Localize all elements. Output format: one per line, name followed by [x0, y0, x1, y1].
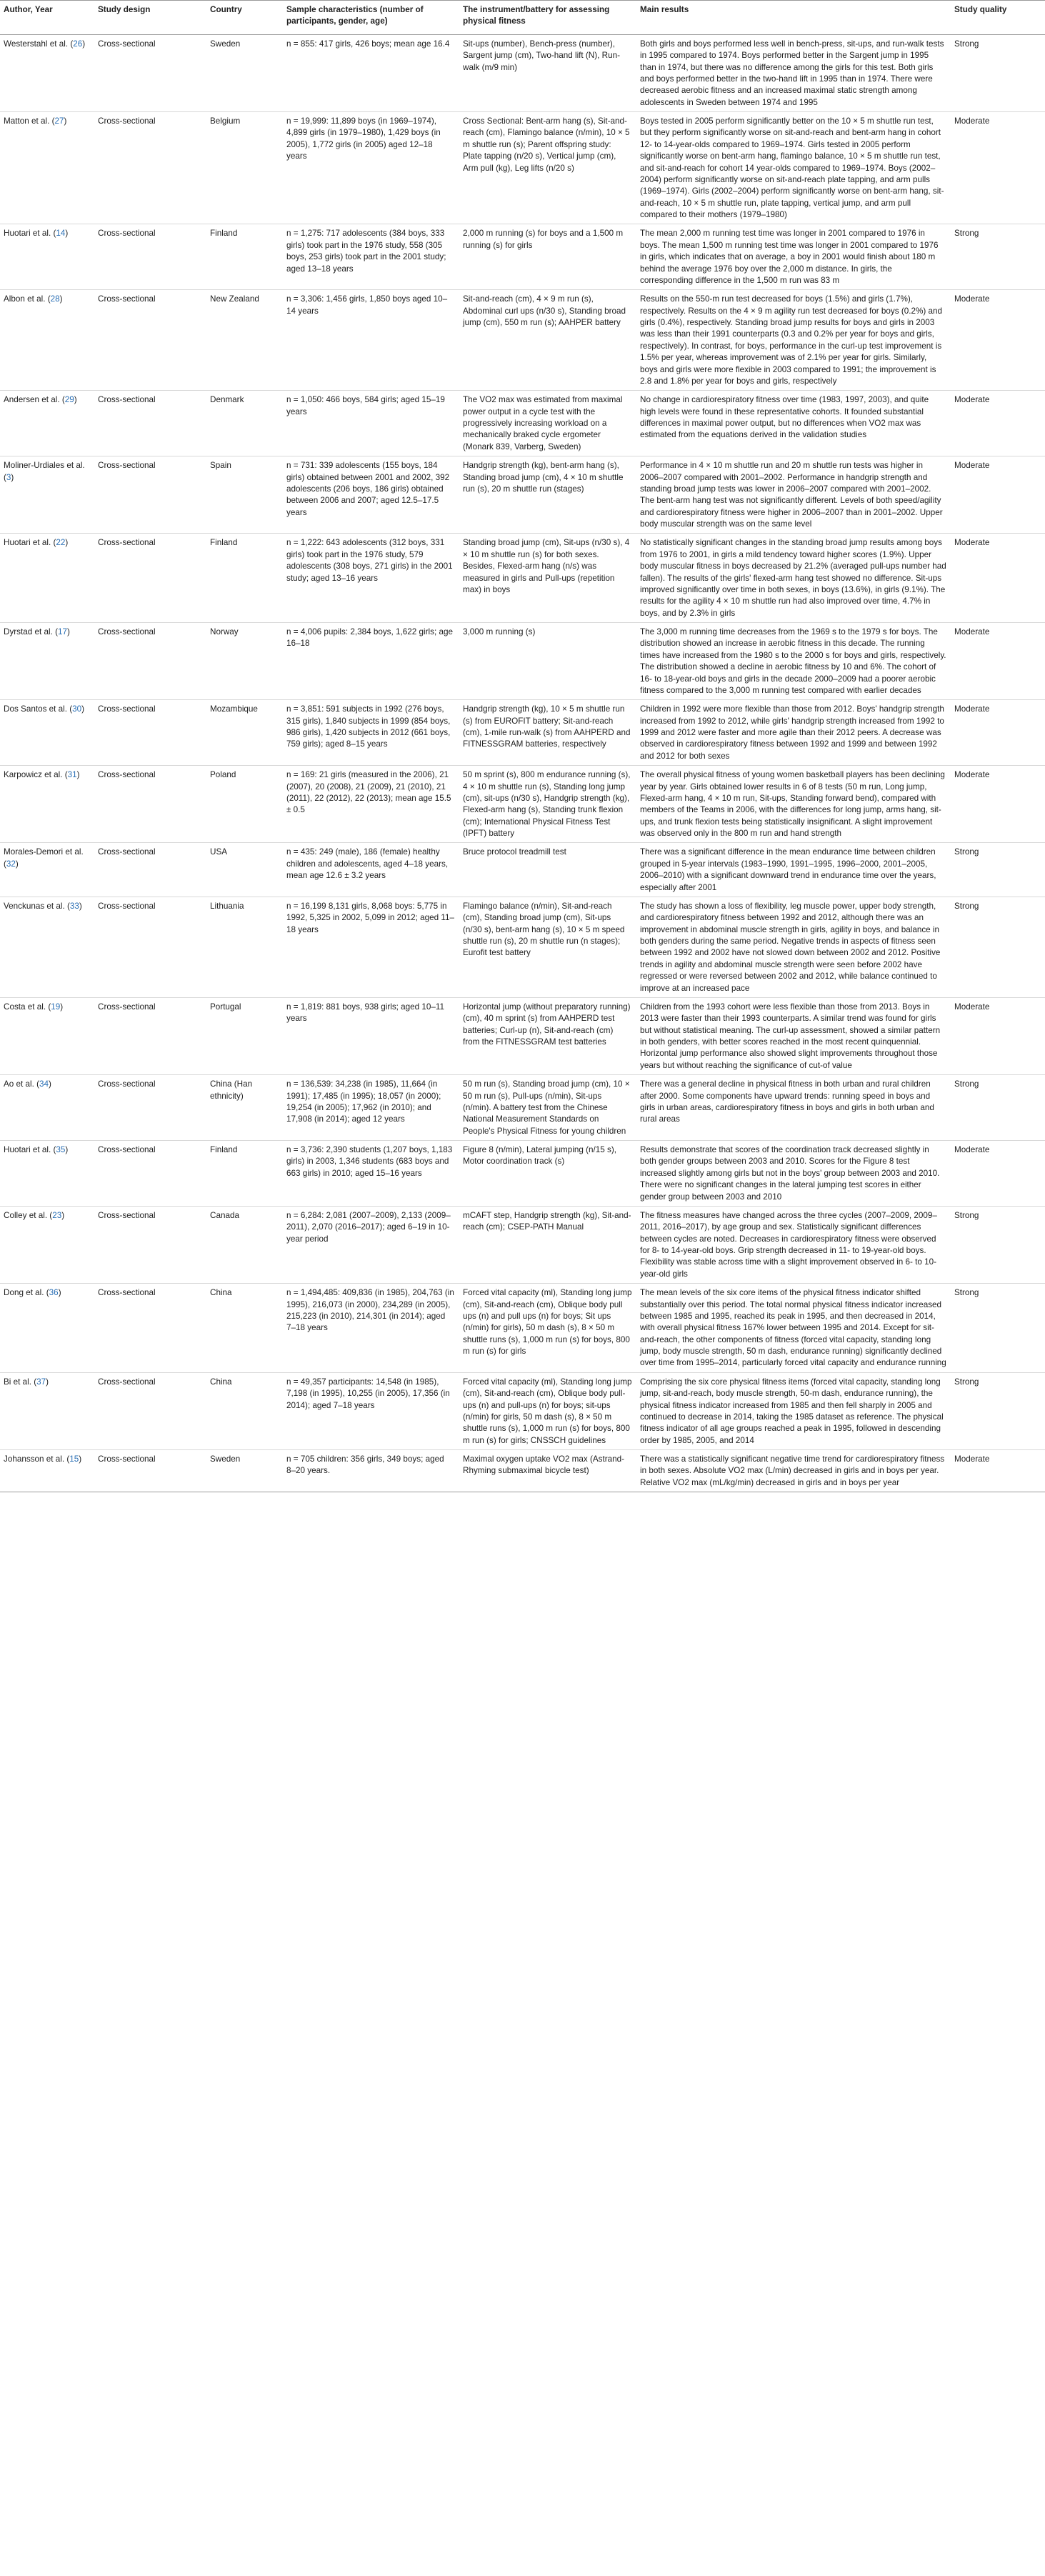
table-header [0, 1, 1045, 35]
country-cell: Mozambique [210, 704, 258, 714]
results-cell: Children in 1992 were more flexible than those from 2012. Boys' handgrip strength increased from 1992 to 2012, while girls' handgrip strength increased from 1992 to 1999 and 2012 were faster and more agile than their 2012 peers. A decrease was observed in cardiorespiratory fitness between 1992 and 1999 and between 1992 and 2012 for both sexes [640, 704, 944, 761]
country-cell: Poland [210, 770, 236, 780]
results-cell: The overall physical fitness of young women basketball players has been declining year by year. Girls obtained lower results in 6 of 8 tests (50 m run, Long jump, Flexed-arm hang, 4 × 10 m run, Sit-ups, Standing forward bend), compared with members of the Teams in 2006, with the differences for long jump, arms hang, sit-ups, and trunk flexion tests being statistically insignificant. A slight improvement was observed only in the 800 m run and hand strength [640, 770, 945, 838]
author-text: Dos Santos et al. ( [4, 704, 73, 714]
header-results: Main results [636, 1, 951, 35]
table-row [0, 897, 1045, 997]
reference-link[interactable]: 31 [67, 770, 77, 780]
table-row [0, 290, 1045, 391]
design-cell: Cross-sectional [98, 229, 156, 239]
sample-cell: n = 16,199 8,131 girls, 8,068 boys: 5,775 in 1992, 5,325 in 2002, 5,099 in 2012; aged 11–18 years [286, 901, 455, 934]
table-row [0, 997, 1045, 1074]
table-row [0, 1372, 1045, 1449]
instrument-cell: Maximal oxygen uptake VO2 max (Astrand-Rhyming submaximal bicycle test) [463, 1454, 625, 1476]
author-cell: Dos Santos et al. (30) [4, 704, 85, 714]
table-row [0, 1075, 1045, 1141]
reference-link[interactable]: 22 [56, 538, 66, 548]
table-row [0, 700, 1045, 766]
country-cell: New Zealand [210, 294, 259, 304]
results-cell: The fitness measures have changed across the three cycles (2007–2009, 2009–2011, 2016–2017), by age group and sex. Statistically significant differences between cycles are noted. Decreases in cardiorespiratory fitness were observed for 8- to 14-year-old boys. Grip strength decreased in 11- to 19-year-old boys. Flexibility was stable across time with a slight improvement observed in 6- to 10-year-old girls [640, 1210, 937, 1279]
reference-link[interactable]: 15 [69, 1454, 79, 1464]
instrument-cell: 50 m run (s), Standing broad jump (cm), 10 × 50 m run (s), Pull-ups (n/min), Sit-ups (n/min). A battery test from the Chinese National Measurement Standards on People's Physical Fitness for young children [463, 1079, 630, 1136]
quality-cell: Strong [954, 39, 979, 49]
author-cell: Huotari et al. (14) [4, 229, 69, 239]
reference-link[interactable]: 27 [54, 116, 64, 126]
table-row [0, 1206, 1045, 1283]
results-cell: The 3,000 m running time decreases from the 1969 s to the 1979 s for boys. The distribution showed an increase in aerobic fitness in this decade. The running times have increased from the 1980 s to the 2000 s for boys and girls, respectively. The distribution showed a decline in aerobic fitness by 10 and 6%. The cohort of 16- to 18-year-old boys and girls in the decade 2000–2009 had a poorer aerobic fitness compared to the 3,000 m running test compared with earlier decades [640, 627, 946, 695]
results-cell: Children from the 1993 cohort were less flexible than those from 2013. Boys in 2013 were faster than their 1993 counterparts. A similar trend was found for girls but without statistical meaning. The curl-up assessment, showed a similar pattern in both genders, with better scores reached in the most recent quinquennial. Horizontal jump performance also showed slight improvements throughout those years but without reaching the significance of cut-of value [640, 1002, 941, 1070]
table-row [0, 623, 1045, 700]
reference-link[interactable]: 28 [50, 294, 60, 304]
table-row [0, 456, 1045, 534]
country-cell: China (Han ethnicity) [210, 1079, 253, 1101]
quality-cell: Moderate [954, 294, 990, 304]
instrument-cell: Bruce protocol treadmill test [463, 847, 566, 857]
table-row [0, 534, 1045, 623]
author-text: Albon et al. ( [4, 294, 51, 304]
instrument-cell: 3,000 m running (s) [463, 627, 536, 636]
quality-cell: Strong [954, 847, 979, 857]
author-text: Ao et al. ( [4, 1079, 40, 1089]
quality-cell: Strong [954, 1210, 979, 1220]
instrument-cell: Forced vital capacity (ml), Standing long jump (cm), Sit-and-reach (cm), Oblique body pull ups (n) and pull ups (n) for boys; Sit ups (n/min) for girls), 50 m dash (s), 8 × 50 m shuttle runs (s), 1,000 m run (s) for boys, 800 m run (s) for girls [463, 1288, 632, 1356]
results-cell: Both girls and boys performed less well in bench-press, sit-ups, and run-walk tests in 1995 compared to 1974. Boys performed better in the Sargent jump in 1995 than in 1974, but there was no difference among the girls for this test. Both girls and boys performed better in the two-hand lift in 1995 than in 1974. There were decreased aerobic fitness and an increased maximal static strength among adolescents in Sweden between 1974 and 1995 [640, 39, 944, 107]
instrument-cell: Figure 8 (n/min), Lateral jumping (n/15 s), Motor coordination track (s) [463, 1145, 617, 1167]
sample-cell: n = 1,050: 466 boys, 584 girls; aged 15–19 years [286, 395, 445, 416]
quality-cell: Moderate [954, 1145, 990, 1154]
country-cell: China [210, 1377, 232, 1387]
country-cell: USA [210, 847, 228, 857]
instrument-cell: Cross Sectional: Bent-arm hang (s), Sit-and-reach (cm), Flamingo balance (n/min), 10 × 5 m shuttle run (s); Parent offspring study: Plate tapping (n/20 s), Vertical jump (cm), Arm pull (kg), Leg lifts (n/20 s) [463, 116, 630, 173]
design-cell: Cross-sectional [98, 294, 156, 304]
country-cell: Belgium [210, 116, 241, 126]
country-cell: China [210, 1288, 232, 1298]
design-cell: Cross-sectional [98, 538, 156, 548]
author-text: Dyrstad et al. ( [4, 627, 58, 636]
author-cell: Huotari et al. (22) [4, 538, 69, 548]
instrument-cell: Flamingo balance (n/min), Sit-and-reach (cm), Standing broad jump (cm), Sit-ups (n/30 s), bent-arm hang (s), 10 × 5 m speed shuttle run (s), 20 m shuttle run (n stages); Eurofit test battery [463, 901, 625, 958]
results-cell: Results demonstrate that scores of the coordination track decreased slightly in both gender groups between 2003 and 2010. Scores for the Figure 8 test increased slightly among girls but not in the boys' group between 2003 and 2010. There were no significant changes in the lateral jumping test scores in either gender group between 2003 and 2010 [640, 1145, 940, 1202]
author-cell: Albon et al. (28) [4, 294, 63, 304]
country-cell: Denmark [210, 395, 244, 405]
table-row [0, 224, 1045, 290]
results-cell: There was a general decline in physical fitness in both urban and rural children after 2000. Some components have upward trends: running speed in boys and girls in urban areas, cardiorespiratory fitness in boys and girls in both urban and rural areas [640, 1079, 934, 1124]
author-text: Johansson et al. ( [4, 1454, 70, 1464]
design-cell: Cross-sectional [98, 116, 156, 126]
design-cell: Cross-sectional [98, 1288, 156, 1298]
sample-cell: n = 169: 21 girls (measured in the 2006), 21 (2007), 20 (2008), 21 (2009), 21 (2010), 21 (2011), 22 (2012), 22 (2013); mean age 15.5 ± 0.5 [286, 770, 451, 815]
table-body [0, 34, 1045, 1492]
design-cell: Cross-sectional [98, 1145, 156, 1154]
table-row [0, 112, 1045, 224]
reference-link[interactable]: 30 [72, 704, 82, 714]
design-cell: Cross-sectional [98, 39, 156, 49]
author-cell: Morales-Demori et al. (32) [4, 847, 84, 869]
country-cell: Norway [210, 627, 239, 636]
author-text: Matton et al. ( [4, 116, 55, 126]
quality-cell: Strong [954, 1377, 979, 1387]
sample-cell: n = 705 children: 356 girls, 349 boys; aged 8–20 years. [286, 1454, 444, 1476]
quality-cell: Moderate [954, 538, 990, 548]
results-cell: No change in cardiorespiratory fitness over time (1983, 1997, 2003), and quite high levels were found in these representative cohorts. It founded substantial differences in maximal power output, but no differences when VO2 max was estimated from the equations derived in the validation studies [640, 395, 929, 440]
results-cell: The study has shown a loss of flexibility, leg muscle power, upper body strength, and cardiorespiratory fitness between 1992 and 2012, although there was an improvement in abdominal muscle strength in girls, agility in boys, and balance in both genders during the same period. Negative trends in aspects of fitness seen between 1992 and 2002 have not slowed down between 2002 and 2012. Positive trends in agility and abdominal muscle strength were seen before 2002 have regressed or were reversed between 2002 and 2012, while balance continued to improve at an increased pace [640, 901, 941, 993]
reference-link[interactable]: 26 [73, 39, 83, 49]
design-cell: Cross-sectional [98, 395, 156, 405]
quality-cell: Moderate [954, 770, 990, 780]
instrument-cell: Handgrip strength (kg), 10 × 5 m shuttle run (s) from EUROFIT battery; Sit-and-reach (cm), 1-mile run-walk (s) from AAHPERD and FITNESSGRAM batteries, respectively [463, 704, 631, 749]
author-text: Andersen et al. ( [4, 395, 65, 405]
sample-cell: n = 1,275: 717 adolescents (384 boys, 333 girls) took part in the 1976 study, 558 (305 boys, 253 girls) took part in the 2001 study; aged 13–18 years [286, 229, 446, 274]
author-text: Morales-Demori et al. ( [4, 847, 84, 869]
quality-cell: Strong [954, 1079, 979, 1089]
reference-link[interactable]: 17 [58, 627, 68, 636]
results-cell: Performance in 4 × 10 m shuttle run and 20 m shuttle run tests was higher in 2006–2007 compared with 2001–2002. Performance in handgrip strength and standing broad jump tests was lower in 2006–2007 compared with 2001–2002. The bent-arm hang test was not significantly different. Levels of both speed/agility and cardiorespiratory fitness were higher in 2006–2007 than in 2001–2002. Upper body muscular strength was on the same level [640, 461, 943, 529]
instrument-cell: Forced vital capacity (ml), Standing long jump (cm), Sit-and-reach (cm), Oblique body pull-ups (n) and pull-ups (n) for boys; sit-ups (n/min) for girls, 50 m dash (s), 8 × 50 m shuttle runs (s), 1,000 m run (s) for boys, 800 m run (s) for girls; CNSSCH guidelines [463, 1377, 632, 1445]
instrument-cell: Horizontal jump (without preparatory running) (cm), 40 m sprint (s) from AAHPERD test batteries; Curl-up (n), Sit-and-reach (cm) from the FITNESSGRAM test batteries [463, 1002, 631, 1047]
sample-cell: n = 6,284: 2,081 (2007–2009), 2,133 (2009–2011), 2,070 (2016–2017); aged 6–19 in 10-year period [286, 1210, 451, 1244]
reference-link[interactable]: 23 [52, 1210, 62, 1220]
design-cell: Cross-sectional [98, 1377, 156, 1387]
instrument-cell: 2,000 m running (s) for boys and a 1,500 m running (s) for girls [463, 229, 624, 250]
author-text: Westerstahl et al. ( [4, 39, 74, 49]
sample-cell: n = 1,222: 643 adolescents (312 boys, 331 girls) took part in the 1976 study, 579 adolescents (308 boys, 271 girls) in the 2001 study; aged 13–16 years [286, 538, 453, 583]
design-cell: Cross-sectional [98, 1454, 156, 1464]
author-cell: Andersen et al. (29) [4, 395, 77, 405]
header-author: Author, Year [0, 1, 94, 35]
sample-cell: n = 49,357 participants: 14,548 (in 1985), 7,198 (in 1995), 10,255 (in 2005), 17,356 (in 2014); aged 7–18 years [286, 1377, 450, 1410]
results-cell: The mean levels of the six core items of the physical fitness indicator shifted substantially over this period. The total normal physical fitness indicator increased between 1985 and 1995, reached its peak in 1995, and then decreased in 2014, with overall physical fitness 167% lower between 1995 and 2014. Except for sit-and-reach, the other components of fitness (forced vital capacity, standing long jump, body muscle strength, 50 m dash, endurance running) significantly declined over time from 1995–2014, particularly forced vital capacity and endurance running [640, 1288, 946, 1368]
author-text: Huotari et al. ( [4, 1145, 56, 1154]
author-cell: Matton et al. (27) [4, 116, 67, 126]
table-row [0, 766, 1045, 843]
author-cell: Dong et al. (36) [4, 1288, 61, 1298]
reference-link[interactable]: 14 [56, 229, 66, 239]
quality-cell: Moderate [954, 1002, 990, 1012]
country-cell: Finland [210, 1145, 238, 1154]
reference-link[interactable]: 29 [64, 395, 74, 405]
design-cell: Cross-sectional [98, 1079, 156, 1089]
author-text: Huotari et al. ( [4, 538, 56, 548]
sample-cell: n = 435: 249 (male), 186 (female) healthy children and adolescents, aged 4–18 years, mean age 12.6 ± 3.2 years [286, 847, 449, 881]
table-row [0, 1450, 1045, 1492]
reference-link[interactable]: 36 [49, 1288, 59, 1298]
quality-cell: Moderate [954, 461, 990, 471]
author-cell: Johansson et al. (15) [4, 1454, 82, 1464]
author-text: Venckunas et al. ( [4, 901, 70, 911]
reference-link[interactable]: 33 [69, 901, 79, 911]
instrument-cell: 50 m sprint (s), 800 m endurance running (s), 4 × 10 m shuttle run (s), Standing long jump (cm), sit-ups (n/30 s), Handgrip strength (kg), Flexed-arm hang (s), Standing trunk flexion (cm); International Physical Fitness Test (IPFT) battery [463, 770, 631, 838]
table-row [0, 391, 1045, 456]
author-cell: Moliner-Urdiales et al. (3) [4, 461, 85, 482]
table-row [0, 843, 1045, 897]
author-text: Colley et al. ( [4, 1210, 53, 1220]
results-cell: Results on the 550-m run test decreased for boys (1.5%) and girls (1.7%), respectively. Results on the 4 × 9 m agility run test decreased for boys (0.2%) and girls (0.4%), respectively. Standing broad jump results for boys and girls in 2003 was less than their 1991 counterparts (0.3 and 0.2% per year for boys and girls, respectively). In contrast, for boys, performance in the curl-up test improvement is 1.5% per year, whereas improvement was of 2.1% per year for girls. Similarly, boys and girls were more flexible in 2003 compared to 1991; the improvement is 2.8 and 1.8% per year for boys and girls, respectively [640, 294, 943, 386]
author-text: Bi et al. ( [4, 1377, 37, 1387]
reference-link[interactable]: 35 [56, 1145, 66, 1154]
sample-cell: n = 1,819: 881 boys, 938 girls; aged 10–11 years [286, 1002, 445, 1024]
sample-cell: n = 136,539: 34,238 (in 1985), 11,664 (in 1991); 17,485 (in 1995); 18,057 (in 2000); 19,254 (in 2005); 17,962 (in 2010); and 17,908 (in 2014); aged 12 years [286, 1079, 441, 1124]
header-design: Study design [94, 1, 206, 35]
results-cell: There was a significant difference in the mean endurance time between children grouped in 5-year intervals (1983–1990, 1991–1995, 1996–2000, 2001–2005, 2006–2010) with a significant downward trend in endurance time over the years, especially after 2001 [640, 847, 936, 892]
instrument-cell: mCAFT step, Handgrip strength (kg), Sit-and-reach (cm); CSEP-PATH Manual [463, 1210, 631, 1232]
design-cell: Cross-sectional [98, 847, 156, 857]
results-cell: Boys tested in 2005 perform significantly better on the 10 × 5 m shuttle run test, but they perform significantly worse on sit-and-reach and bent-arm hang in cohort 12- to 14-year-olds compared to 1969–1974. Girls tested in 2005 perform significantly worse on bent-arm hang, flamingo balance, 10 × 5 m shuttle run test, and sit-and-reach for cohort 14 year-olds compared to 1969–1974. Boys (2002–2004) perform significantly worse on sit-and-reach plate tapping, and arm pulls (1969–1974). Girls (2002–2004) perform significantly worse on bent-arm hang, sit-and-reach, 10 × 5 m shuttle run, plate tapping, vertical jump, and arm pull compared to their mothers (1979–1980) [640, 116, 944, 219]
author-cell: Costa et al. (19) [4, 1002, 64, 1012]
country-cell: Lithuania [210, 901, 244, 911]
sample-cell: n = 731: 339 adolescents (155 boys, 184 girls) obtained between 2001 and 2002, 392 adolescents (206 boys, 186 girls) obtained between 2006 and 2007; aged 12.5–17.5 years [286, 461, 450, 517]
author-cell: Bi et al. (37) [4, 1377, 49, 1387]
sample-cell: n = 3,851: 591 subjects in 1992 (276 boys, 315 girls), 1,840 subjects in 1999 (854 boys, 986 girls), 1,420 subjects in 2012 (661 boys, 759 girls); aged 8–15 years [286, 704, 451, 749]
results-cell: No statistically significant changes in the standing broad jump results among boys from 1976 to 2001, in girls a mild tendency toward higher scores (1.9%). Upper body muscular fitness in boys decreased by 21.2% (averaged pull-ups number had fallen). The results of the girls' flexed-arm hang test showed no difference. Sit-ups improved significantly over time in both sexes, in boys (13.6%), in girls (9.1%). The results for the agility 4 × 10 m shuttle run had also improved over time, 4.7% in boys, and by 2.3% in girls [640, 538, 946, 618]
table-row [0, 1284, 1045, 1373]
instrument-cell: Sit-ups (number), Bench-press (number), Sargent jump (cm), Two-hand lift (N), Run-walk (m/9 min) [463, 39, 620, 72]
design-cell: Cross-sectional [98, 461, 156, 471]
author-text: Costa et al. ( [4, 1002, 51, 1012]
country-cell: Sweden [210, 1454, 241, 1464]
country-cell: Spain [210, 461, 231, 471]
reference-link[interactable]: 34 [39, 1079, 49, 1089]
quality-cell: Strong [954, 229, 979, 239]
quality-cell: Moderate [954, 1454, 990, 1464]
instrument-cell: Handgrip strength (kg), bent-arm hang (s), Standing broad jump (cm), 4 × 10 m shuttle run (s), 20 m shuttle run (stages) [463, 461, 624, 494]
sample-cell: n = 1,494,485: 409,836 (in 1985), 204,763 (in 1995), 216,073 (in 2000), 234,289 (in 2005), 215,223 (in 2010), 214,301 (in 2014); aged 7–18 years [286, 1288, 454, 1333]
instrument-cell: The VO2 max was estimated from maximal power output in a cycle test with the progressively increasing workload on a mechanically braked cycle ergometer (Monark 839, Varberg, Sweden) [463, 395, 623, 451]
design-cell: Cross-sectional [98, 1210, 156, 1220]
country-cell: Sweden [210, 39, 241, 49]
country-cell: Finland [210, 229, 238, 239]
sample-cell: n = 3,306: 1,456 girls, 1,850 boys aged 10–14 years [286, 294, 448, 316]
results-cell: There was a statistically significant negative time trend for cardiorespiratory fitness in both sexes. Absolute VO2 max (L/min) decreased in girls and in boys per year. Relative VO2 max (mL/kg/min) decreased in girls and in boys per year [640, 1454, 945, 1487]
sample-cell: n = 19,999: 11,899 boys (in 1969–1974), 4,899 girls (in 1979–1980), 1,429 boys (in 2005), 1,772 girls (in 2005) aged 12–18 years [286, 116, 441, 161]
country-cell: Finland [210, 538, 238, 548]
table-row [0, 34, 1045, 111]
author-cell: Ao et al. (34) [4, 1079, 51, 1089]
author-cell: Colley et al. (23) [4, 1210, 65, 1220]
quality-cell: Moderate [954, 116, 990, 126]
instrument-cell: Standing broad jump (cm), Sit-ups (n/30 s), 4 × 10 m shuttle run (s) for both sexes. Besides, Flexed-arm hang (n/s) was measured in girls and Pull-ups (repetition max) in boys [463, 538, 630, 594]
header-country: Country [206, 1, 283, 35]
header-instrument: The instrument/battery for assessing physical fitness [459, 1, 636, 35]
sample-cell: n = 4,006 pupils: 2,384 boys, 1,622 girls; age 16–18 [286, 627, 453, 649]
header-sample: Sample characteristics (number of participants, gender, age) [283, 1, 459, 35]
author-cell: Dyrstad et al. (17) [4, 627, 70, 636]
quality-cell: Moderate [954, 704, 990, 714]
reference-link[interactable]: 37 [36, 1377, 46, 1387]
quality-cell: Moderate [954, 627, 990, 636]
results-cell: Comprising the six core physical fitness items (forced vital capacity, standing long jump, sit-and-reach, body muscle strength, 50-m dash, endurance running), the physical fitness indicator increased from 1985 and then fell sharply in 2005 and continued to decrease in 2014, taking the 1985 dataset as reference. The physical fitness indicator of all age groups reached a peak in 1995, followed in descending order by 1985, 2005, and 2014 [640, 1377, 944, 1445]
author-text: Karpowicz et al. ( [4, 770, 68, 780]
author-text: Huotari et al. ( [4, 229, 56, 239]
design-cell: Cross-sectional [98, 627, 156, 636]
quality-cell: Strong [954, 1288, 979, 1298]
author-cell: Westerstahl et al. (26) [4, 39, 86, 49]
reference-link[interactable]: 32 [6, 859, 16, 869]
quality-cell: Strong [954, 901, 979, 911]
results-cell: The mean 2,000 m running test time was longer in 2001 compared to 1976 in boys. The mean 1,500 m running test time was longer in 2001 compared to 1976 in girls, which indicates that on average, a boy in 2001 would finish about 180 m behind the average 1976 boy over the 2,000 m distance. In girls, the corresponding difference in the 1,500 m run was 83 m [640, 229, 939, 285]
design-cell: Cross-sectional [98, 770, 156, 780]
author-cell: Venckunas et al. (33) [4, 901, 82, 911]
author-text: Moliner-Urdiales et al. ( [4, 461, 85, 482]
header-quality: Study quality [951, 1, 1045, 35]
quality-cell: Moderate [954, 395, 990, 405]
design-cell: Cross-sectional [98, 704, 156, 714]
author-cell: Huotari et al. (35) [4, 1145, 69, 1154]
design-cell: Cross-sectional [98, 1002, 156, 1012]
country-cell: Portugal [210, 1002, 241, 1012]
author-text: Dong et al. ( [4, 1288, 49, 1298]
author-cell: Karpowicz et al. (31) [4, 770, 80, 780]
design-cell: Cross-sectional [98, 901, 156, 911]
header-row [0, 1, 1045, 35]
reference-link[interactable]: 19 [51, 1002, 61, 1012]
sample-cell: n = 3,736: 2,390 students (1,207 boys, 1,183 girls) in 2003, 1,346 students (683 boys and 663 girls) in 2010; aged 15–16 years [286, 1145, 453, 1178]
reference-link[interactable]: 3 [6, 472, 11, 482]
country-cell: Canada [210, 1210, 239, 1220]
table-row [0, 1141, 1045, 1207]
sample-cell: n = 855: 417 girls, 426 boys; mean age 16.4 [286, 39, 450, 49]
instrument-cell: Sit-and-reach (cm), 4 × 9 m run (s), Abdominal curl ups (n/30 s), Standing broad jump (cm), 550 m run (s); AAHPER battery [463, 294, 626, 327]
